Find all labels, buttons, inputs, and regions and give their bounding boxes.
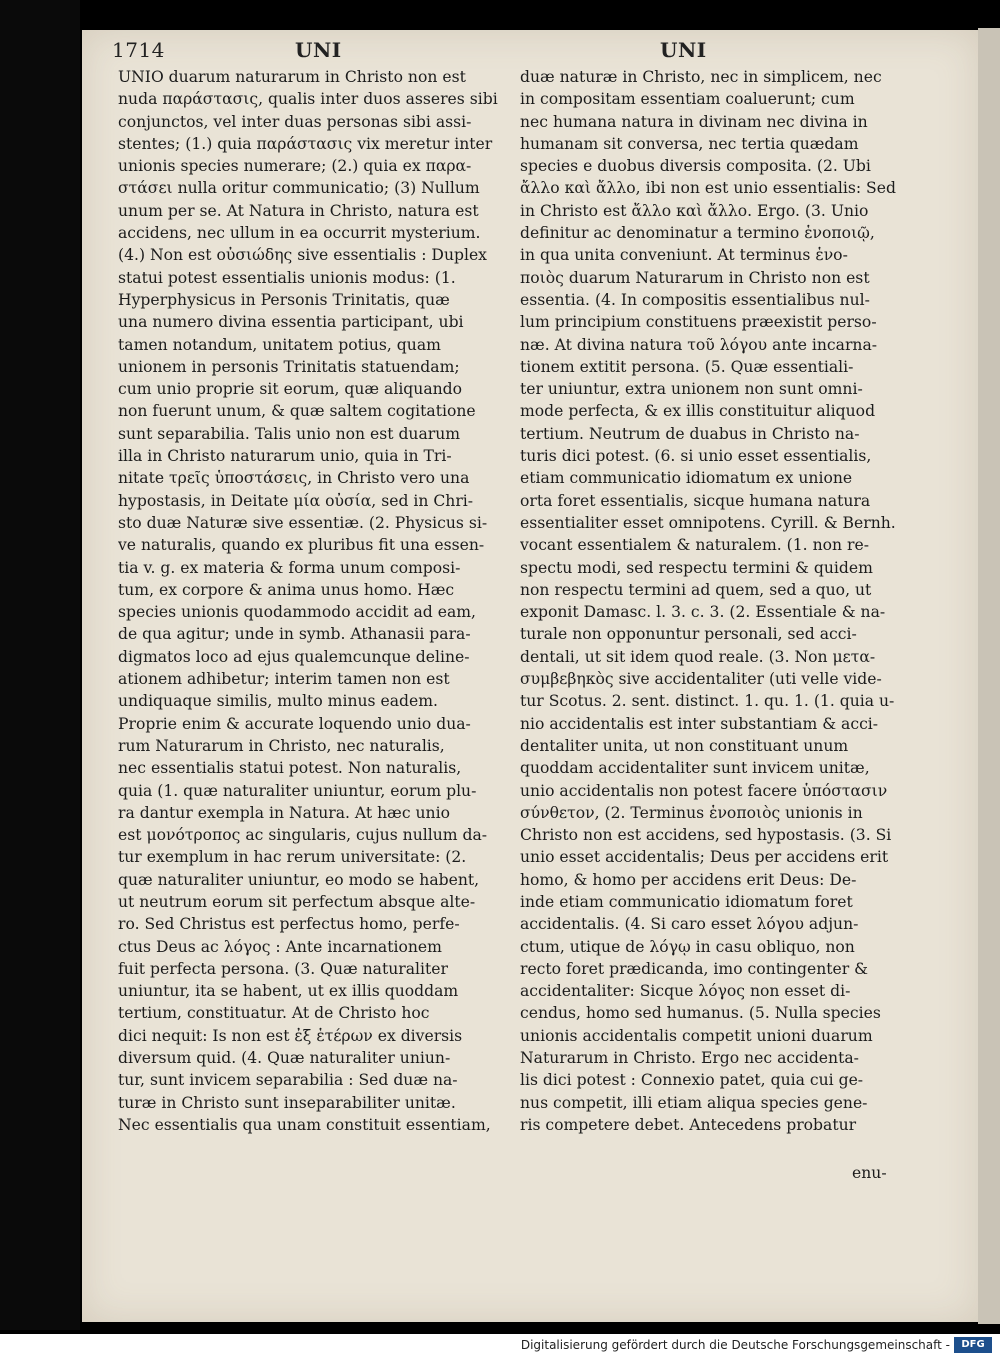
text-line: tertium, constituatur. At de Christo hoc [118, 1004, 430, 1023]
text-line: tionem extitit persona. (5. Quæ essentiali- [520, 357, 854, 376]
text-line: nuda παράστασις, qualis inter duos asseres sibi [118, 90, 498, 109]
text-line: ctum, utique de λόγῳ in casu obliquo, non [520, 937, 855, 956]
digitization-footer [0, 1334, 1000, 1358]
text-line: etiam communicatio idiomatum ex unione [520, 469, 853, 488]
footer-credit-text: Digitalisierung gefördert durch die Deutsche Forschungsgemeinschaft - [520, 1338, 950, 1352]
text-line: ctus Deus ac λόγος : Ante incarnationem [118, 937, 442, 956]
text-line: diversum quid. (4. Quæ naturaliter uniun- [118, 1049, 451, 1068]
text-line: in compositam essentiam coaluerunt; cum [520, 90, 855, 109]
text-line: tia v. g. ex materia & forma unum composi- [118, 558, 461, 577]
text-line: ter uniuntur, extra unionem non sunt omni- [520, 380, 863, 399]
text-line: turis dici potest. (6. si unio esset essentialis, [520, 447, 872, 466]
text-line: stentes; (1.) quia παράστασις vix meretur inter [118, 134, 493, 153]
text-line: tur Scotus. 2. sent. distinct. 1. qu. 1. (1. quia u- [520, 692, 895, 711]
text-line: unionis accidentalis competit unioni duarum [520, 1026, 873, 1045]
text-line: quoddam accidentaliter sunt invicem unitæ, [520, 759, 870, 778]
text-line: Nec essentialis qua unam constituit essentiam, [118, 1115, 491, 1134]
text-line: duæ naturæ in Christo, nec in simplicem, nec [520, 68, 882, 86]
text-line: in qua unita conveniunt. At terminus ἑνο- [520, 246, 848, 265]
text-line: de qua agitur; unde in symb. Athanasii para- [118, 625, 471, 644]
text-line: dici nequit: Is non est ἐξ ἑτέρων ex diversis [118, 1026, 463, 1045]
text-line: quia (1. quæ naturaliter uniuntur, eorum plu- [118, 781, 477, 800]
text-line: essentia. (4. In compositis essentialibus nul- [520, 290, 870, 309]
text-line: nec essentialis statui potest. Non naturalis, [118, 759, 462, 778]
text-line: ro. Sed Christus est perfectus homo, perfe- [118, 915, 460, 934]
running-head-right: UNI [660, 38, 707, 62]
text-line: homo, & homo per accidens erit Deus: De- [520, 870, 857, 889]
text-line: quæ naturaliter uniuntur, eo modo se habent, [118, 870, 480, 889]
text-line: tur, sunt invicem separabilia : Sed duæ na- [118, 1071, 458, 1090]
text-line: in Christo est ἄλλο καὶ ἄλλο. Ergo. (3. Unio [520, 201, 869, 220]
text-line: non fuerunt unum, & quæ saltem cogitatione [118, 402, 476, 421]
text-line: Christo non est accidens, sed hypostasis. (3. Si [520, 826, 892, 845]
text-line: nio accidentalis est inter substantiam & acci- [520, 714, 879, 733]
text-line: Naturarum in Christo. Ergo nec accidenta- [520, 1049, 859, 1068]
text-line: turæ in Christo sunt inseparabiliter unitæ. [118, 1093, 456, 1112]
text-line: σύνθετον, (2. Terminus ἑνοποιὸς unionis in [520, 803, 863, 822]
text-line: hypostasis, in Deitate μία οὐσία, sed in Chri- [118, 491, 474, 510]
left-text-column [118, 66, 573, 1136]
text-line: tum, ex corpore & anima unus homo. Hæc [118, 580, 455, 599]
text-line: Proprie enim & accurate loquendo unio dua- [118, 714, 471, 733]
text-line: undiquaque similis, multo minus eadem. [118, 692, 438, 711]
text-line: cendus, homo sed humanus. (5. Nulla species [520, 1004, 881, 1023]
page-number: 1714 [112, 38, 165, 62]
text-line: Hyperphysicus in Personis Trinitatis, quæ [118, 290, 450, 309]
text-line: una numero divina essentia participant, ubi [118, 313, 464, 332]
text-line: lum principium constituens præexistit perso- [520, 313, 877, 332]
text-line: species unionis quodammodo accidit ad eam, [118, 603, 477, 622]
text-line: statui potest essentialis unionis modus: (1. [118, 268, 456, 287]
text-line: συμβεβηκὸς sive accidentaliter (uti velle vide- [520, 670, 882, 689]
text-line: ra dantur exempla in Natura. At hæc unio [118, 803, 450, 822]
text-line: recto foret prædicanda, imo contingenter & [520, 959, 869, 978]
text-line: vocant essentialem & naturalem. (1. non re- [520, 536, 869, 555]
text-line: est μονότροπος ac singularis, cujus nullum da- [118, 826, 488, 845]
text-line: non respectu termini ad quem, sed a quo, ut [520, 580, 872, 599]
text-line: ἄλλο καὶ ἄλλο, ibi non est unio essentialis: Sed [520, 179, 896, 198]
text-line: essentialiter esset omnipotens. Cyrill. & Bernh. [520, 513, 896, 532]
text-line: orta foret essentialis, sicque humana natura [520, 491, 871, 510]
text-line: unio esset accidentalis; Deus per accidens erit [520, 848, 889, 867]
catchword: enu- [852, 1164, 887, 1182]
text-line: nec humana natura in divinam nec divina in [520, 112, 868, 131]
text-line: rum Naturarum in Christo, nec naturalis, [118, 736, 445, 755]
page-edge [978, 28, 1000, 1324]
text-line: næ. At divina natura τοῦ λόγου ante incarna- [520, 335, 878, 354]
text-line: illa in Christo naturarum unio, quia in Tri- [118, 447, 452, 466]
text-line: dentali, ut sit idem quod reale. (3. Non μετα- [520, 647, 876, 666]
text-line: UNIO duarum naturarum in Christo non est [118, 68, 466, 86]
text-line: sto duæ Naturæ sive essentiæ. (2. Physicus si- [118, 513, 488, 532]
text-line: lis dici potest : Connexio patet, quia cui ge- [520, 1071, 864, 1090]
text-line: accidens, nec ullum in ea occurrit mysterium. [118, 224, 481, 243]
text-line: unio accidentalis non potest facere ὑπόστασιν [520, 781, 888, 800]
scan-border [0, 0, 80, 1330]
text-line: spectu modi, sed respectu termini & quidem [520, 558, 873, 577]
text-line: unionis species numerare; (2.) quia ex παρα- [118, 157, 472, 176]
text-line: fuit perfecta persona. (3. Quæ naturaliter [118, 959, 448, 978]
text-line: inde etiam communicatio idiomatum foret [520, 892, 853, 911]
text-line: tamen notandum, unitatem potius, quam [118, 335, 441, 354]
text-line: ve naturalis, quando ex pluribus fit una essen- [118, 536, 485, 555]
text-line: exponit Damasc. l. 3. c. 3. (2. Essentiale & na- [520, 603, 886, 622]
text-line: ποιὸς duarum Naturarum in Christo non est [520, 268, 870, 287]
text-line: digmatos loco ad ejus qualemcunque deline- [118, 647, 470, 666]
text-line: dentaliter unita, ut non constituant unum [520, 736, 849, 755]
text-line: ationem adhibetur; interim tamen non est [118, 670, 450, 689]
dfg-logo: DFG [954, 1337, 992, 1353]
text-line: turale non opponuntur personali, sed acci- [520, 625, 857, 644]
text-line: (4.) Non est οὐσιώδης sive essentialis : Duplex [118, 246, 487, 265]
text-line: sunt separabilia. Talis unio non est duarum [118, 424, 461, 443]
right-text-column [520, 66, 975, 1136]
text-line: accidentalis. (4. Si caro esset λόγου adjun- [520, 915, 859, 934]
text-line: definitur ac denominatur a termino ἑνοποιῷ, [520, 224, 875, 243]
text-line: accidentaliter: Sicque λόγος non esset di- [520, 982, 851, 1001]
text-line: species e duobus diversis composita. (2. Ubi [520, 157, 871, 176]
text-line: conjunctos, vel inter duas personas sibi assi- [118, 112, 472, 131]
text-line: ris competere debet. Antecedens probatur [520, 1115, 857, 1134]
text-line: nitate τρεῖς ὑποστάσεις, in Christo vero una [118, 469, 470, 488]
text-line: nus competit, illi etiam aliqua species gene- [520, 1093, 868, 1112]
text-line: mode perfecta, & ex illis constituitur aliquod [520, 402, 876, 421]
text-line: tertium. Neutrum de duabus in Christo na- [520, 424, 860, 443]
text-line: στάσει nulla oritur communicatio; (3) Nullum [118, 179, 480, 198]
text-line: unionem in personis Trinitatis statuendam; [118, 357, 460, 376]
text-line: cum unio proprie sit eorum, quæ aliquando [118, 380, 463, 399]
text-line: humanam sit conversa, nec tertia quædam [520, 134, 859, 153]
text-line: ut neutrum eorum sit perfectum absque alte- [118, 892, 476, 911]
text-line: uniuntur, ita se habent, ut ex illis quoddam [118, 982, 459, 1001]
running-head-left: UNI [295, 38, 342, 62]
text-line: unum per se. At Natura in Christo, natura est [118, 201, 479, 220]
text-line: tur exemplum in hac rerum universitate: (2. [118, 848, 467, 867]
